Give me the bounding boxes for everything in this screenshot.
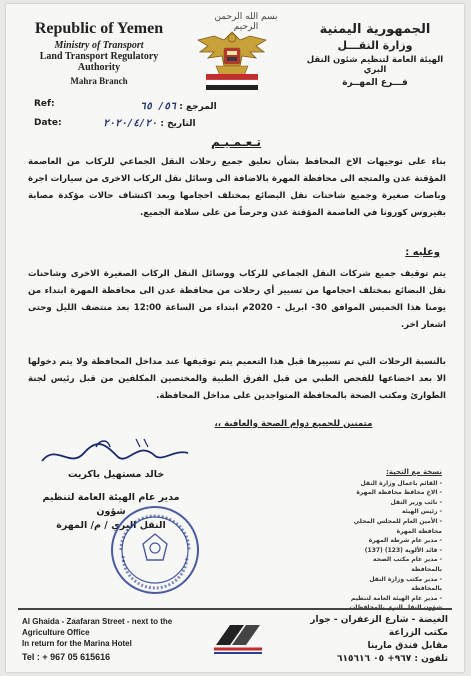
date-value: ٢٠٢٠/٤/٢٠: [103, 118, 158, 129]
footer-phone-en: Tel : + 967 05 615616: [22, 652, 111, 662]
footer-phone-ar: تلفون : ٩٦٧+ ٠٥ ٦١٥٦١٦: [336, 654, 448, 664]
copies-item: - الأمين العام للمجلس المحلي محافظة المهرة: [353, 517, 442, 535]
signatory-name: خالد مستهيل باكريت: [67, 469, 165, 480]
yemen-eagle-emblem: [194, 26, 270, 92]
copies-item: - نائب وزير النقل: [390, 498, 442, 506]
ministry-ar: وزارة النقـــل: [337, 39, 413, 52]
paragraph-trips: بالنسبة الرحلات التي تم تسييرها قبل هذا التعميم يتم توقيفها عند مداخل المحافظة ولا يتم دخولها الا بعد اخضاعها للفحص الطبي من قبل الفرق الطبية والمختصين المكلفين من قبل رئيس لجنة الطوارئ ومكتب الصحة بالمحافظة المتواجدين على مداخل المحافظة.: [28, 357, 446, 401]
branch-ar: فـــرع المهــرة: [342, 78, 408, 88]
copies-item: - قائد الألوية (123) (137): [364, 546, 442, 554]
copies-list: [342, 468, 442, 613]
document-page: [6, 4, 464, 672]
copies-item: - مدير عام الهيئة العامة لتنظيم شؤون النقل البري بالمحافظات: [349, 594, 442, 612]
paragraph-heading: وعليه :: [405, 247, 440, 258]
ref-label: Ref:: [34, 99, 55, 109]
copies-item: - القائم باعمال وزارة النقل: [360, 479, 442, 487]
handwritten-signature: [36, 435, 196, 473]
copies-item: - مدير عام مكتب الصحة بالمحافظة: [373, 556, 442, 573]
date-label-ar: التاريخ: [167, 119, 196, 129]
signatory-title: مدير عام الهيئة العامة لتنظيم شؤون النقل البري / م/ المهرة: [42, 492, 180, 531]
branch-en: Mahra Branch: [70, 76, 128, 86]
country-ar: الجمهورية اليمنية: [319, 22, 431, 37]
bismillah: بسم الله الرحمن الرحيم: [214, 12, 278, 32]
ref-label-ar: المرجع: [186, 102, 217, 112]
closing-line: متمنين للجميع دوام الصحة والعافية ،،: [214, 419, 373, 429]
ref-field: المرجع : ٥٦/ ٦٥: [140, 101, 217, 112]
footer-english: Al Ghaida - Zaafaran Street - next to the Agriculture Office In return for the Marina Hotel Tel : + 967 05 615616: [22, 616, 202, 663]
copies-item: - رئيس الهيئة: [401, 508, 442, 516]
paragraph-decision: يتم توقيف جميع شركات النقل الجماعي للركاب ووسائل النقل الركاب الصغيرة الاخرى وشاحنات نقل البضائع بمختلف احجامها من تسيير أي رحلات من محافظة عدن الى محافظة المهرة ابتداء من يومنا هذا الخميس الموافق 30- ابريل - 2020م ابتداء من الساعة 12:00 بعد منتصف الليل وحتى اشعار اخر.: [28, 269, 446, 330]
ministry-en: Ministry of Transport: [54, 40, 144, 51]
country-en: Republic of Yemen: [34, 20, 164, 37]
copies-item: - مدير مكتب وزارة النقل بالمحافظة: [369, 575, 442, 593]
paragraph-intro: بناء على توجيهات الاخ المحافظ بشأن تعليق جميع رحلات النقل الجماعي للركاب من العاصمة المؤقتة عدن والمتجه الى محافظة المهرة بالاضافة الى وسائل نقل الركاب الاخرى من سيارات اجرة وباصات صغيرة وجميع شاحنات نقل البضائع بمختلف احجامها وبعد اكتشاف حالات مؤكدة مصابة بفيروس كورونا في العاصمة المؤقتة عدن وحرصاً من على سلامة الجميع.: [28, 157, 446, 218]
authority-en: Land Transport Regulatory Authority: [39, 51, 159, 73]
footer-arabic: الغيضة - شارع الزعفران - جوار مكتب الزراعة مقابل فندق مارينا تلفون : ٩٦٧+ ٠٥ ٦١٥٦١٦: [288, 614, 448, 666]
authority-logo: [210, 615, 266, 659]
authority-ar: الهيئة العامة لتنظيم شئون النقل البري: [306, 55, 444, 75]
date-field: التاريخ : ٢٠٢٠/٤/٢٠: [103, 118, 196, 129]
official-round-stamp: [109, 504, 201, 596]
ref-value: ٥٦/ ٦٥: [140, 101, 177, 112]
document-title: تـعـمـيـم: [210, 135, 262, 149]
header-arabic: [300, 22, 450, 88]
header-english: [24, 20, 174, 86]
footer-divider: [18, 608, 452, 610]
copies-item: - مدير عام شرطة المهرة: [368, 537, 442, 545]
date-label: Date:: [34, 118, 62, 128]
copies-item: - الاخ محافظ محافظة المهرة: [356, 489, 442, 497]
copies-heading: نسخة مع التحية:: [386, 468, 442, 476]
